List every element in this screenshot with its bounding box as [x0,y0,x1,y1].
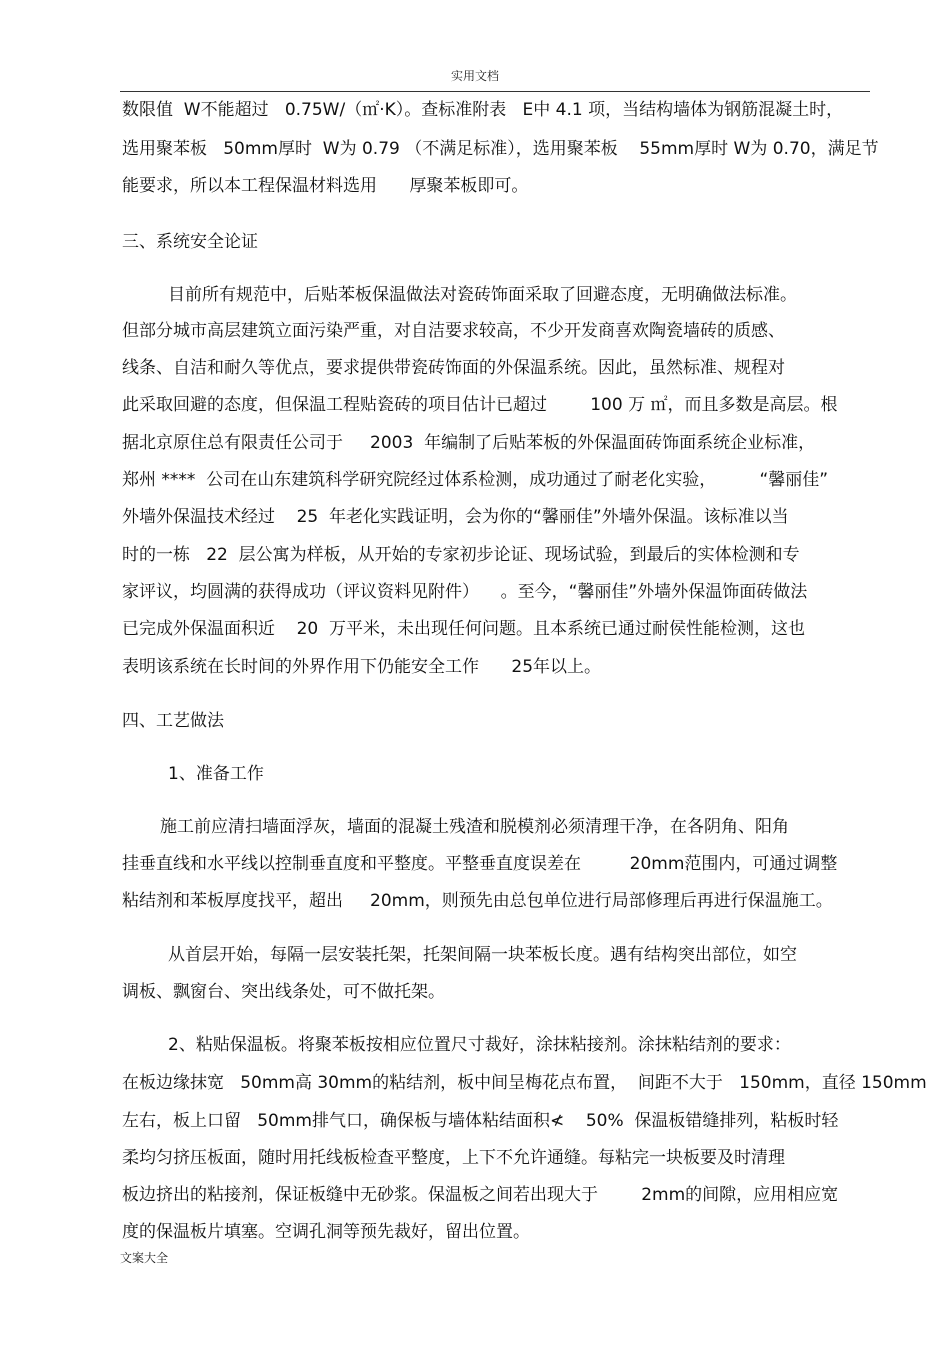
body-line: 表明该系统在长时间的外界作用下仍能安全工作 25年以上。 [122,657,602,677]
body-line: 数限值 W不能超过 0.75W/（㎡·K）。查标准附表 E中 4.1 项，当结构墙体为钢筋混凝土时， [122,100,844,120]
body-line: 2、粘贴保温板。将聚苯板按相应位置尺寸裁好，涂抹粘接剂。涂抹粘结剂的要求： [168,1035,791,1055]
body-line: 粘结剂和苯板厚度找平，超出 20mm，则预先由总包单位进行局部修理后再进行保温施工。 [122,891,833,911]
body-line: 左右，板上口留 50mm排气口，确保板与墙体粘结面积≮ 50% 保温板错缝排列，粘板时轻 [122,1111,839,1131]
body-line: 柔均匀挤压板面，随时用托线板检查平整度，上下不允许通缝。每粘完一块板要及时清理 [122,1148,785,1168]
section-heading: 四、工艺做法 [122,711,224,731]
body-line: 选用聚苯板 50mm厚时 W为 0.79 （不满足标准），选用聚苯板 55mm厚时 W为 0.70，满足节 [122,139,879,159]
body-line: 已完成外保温面积近 20 万平米，未出现任何问题。且本系统已通过耐侯性能检测，这也 [122,619,806,639]
body-line: 调板、飘窗台、突出线条处，可不做托架。 [122,982,445,1002]
body-line: 目前所有规范中，后贴苯板保温做法对瓷砖饰面采取了回避态度，无明确做法标准。 [168,285,797,305]
body-line: 从首层开始，每隔一层安装托架，托架间隔一块苯板长度。遇有结构突出部位，如空 [168,945,797,965]
body-line: 但部分城市高层建筑立面污染严重，对自洁要求较高，不少开发商喜欢陶瓷墙砖的质感、 [122,321,785,341]
section-heading: 三、系统安全论证 [122,232,258,252]
body-line: 此采取回避的态度，但保温工程贴瓷砖的项目估计已超过 100 万 ㎡，而且多数是高层。根 [122,395,838,415]
body-line: 外墙外保温技术经过 25 年老化实践证明，会为你的“馨丽佳”外墙外保温。该标准以当 [122,507,789,527]
body-line: 在板边缘抹宽 50mm高 30mm的粘结剂，板中间呈梅花点布置， 间距不大于 150mm，直径 150mm [122,1073,927,1093]
body-line: 施工前应清扫墙面浮灰，墙面的混凝土残渣和脱模剂必须清理干净，在各阴角、阳角 [160,817,789,837]
page-footer: 文案大全 [120,1251,169,1265]
body-line: 郑州 **** 公司在山东建筑科学研究院经过体系检测，成功通过了耐老化实验， “馨丽佳” [122,470,829,490]
subsection-heading: 1、准备工作 [168,764,264,784]
page-header: 实用文档 [450,69,499,83]
body-line: 挂垂直线和水平线以控制垂直度和平整度。平整垂直度误差在 20mm范围内，可通过调整 [122,854,838,874]
header-divider [120,91,870,92]
body-line: 能要求，所以本工程保温材料选用 厚聚苯板即可。 [122,176,529,196]
body-line: 度的保温板片填塞。空调孔洞等预先裁好，留出位置。 [122,1222,530,1242]
body-line: 据北京原住总有限责任公司于 2003 年编制了后贴苯板的外保温面砖饰面系统企业标准， [122,433,816,453]
body-line: 板边挤出的粘接剂，保证板缝中无砂浆。保温板之间若出现大于 2mm的间隙，应用相应宽 [122,1185,839,1205]
body-line: 时的一栋 22 层公寓为样板，从开始的专家初步论证、现场试验，到最后的实体检测和专 [122,545,800,565]
body-line: 线条、自洁和耐久等优点，要求提供带瓷砖饰面的外保温系统。因此，虽然标准、规程对 [122,358,785,378]
body-line: 家评议，均圆满的获得成功（评议资料见附件） 。至今，“馨丽佳”外墙外保温饰面砖做法 [122,582,808,602]
